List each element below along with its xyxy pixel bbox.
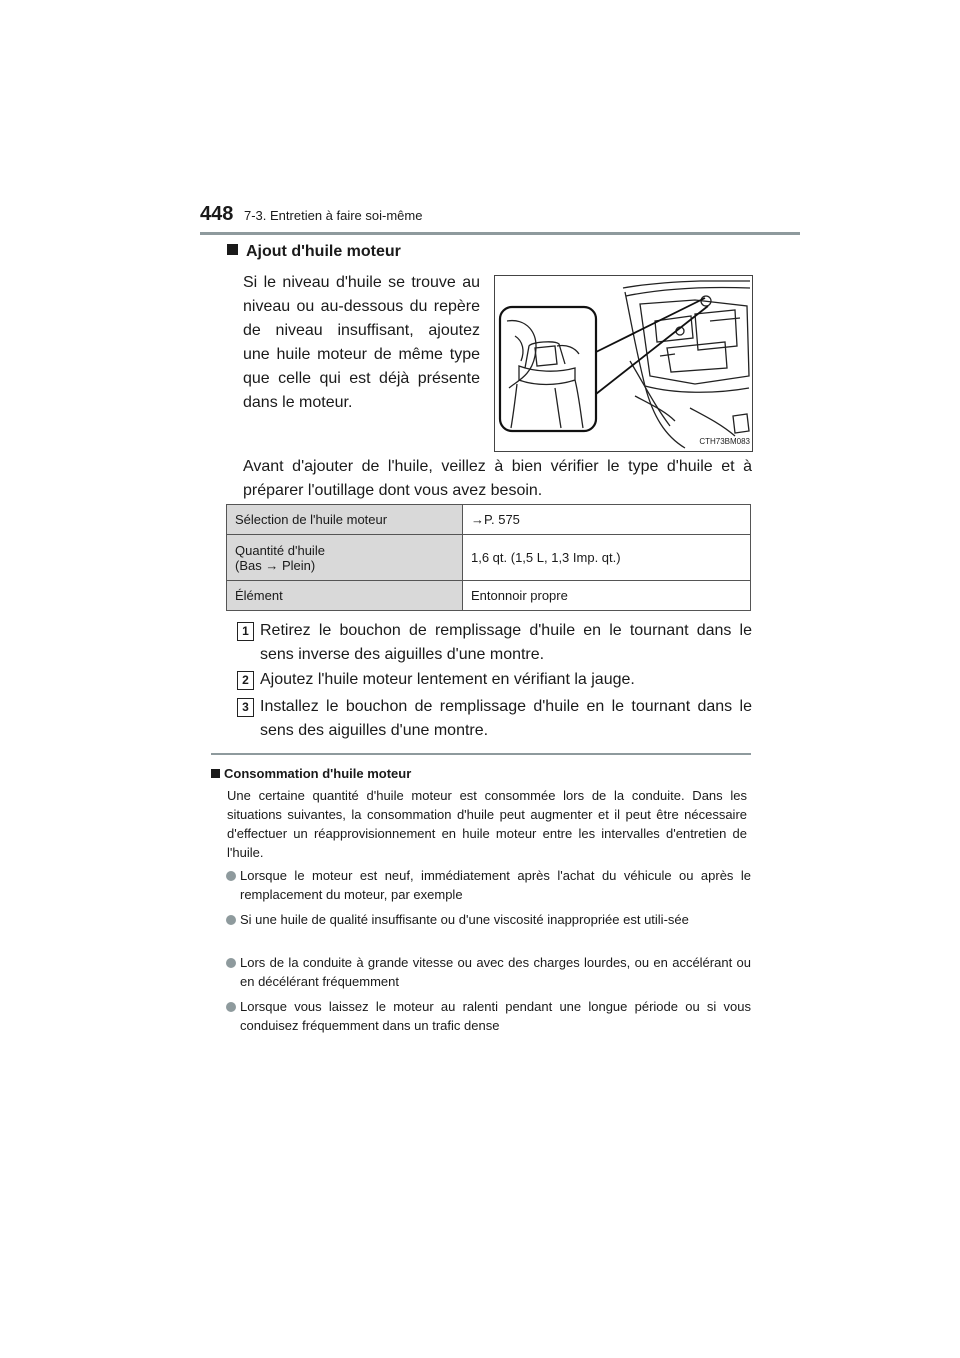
table-label-oil-selection: Sélection de l'huile moteur: [227, 505, 463, 535]
step-1: [237, 619, 752, 667]
consumption-paragraph: Une certaine quantité d'huile moteur est consommée lors de la conduite. Dans les situations suivantes, la consommation d'huile peut augmenter et il peut être nécessaire d'effectuer un réapprovisionnement en huile moteur entre les intervalles d'entretien de l'huile.: [227, 788, 747, 860]
engine-bay-drawing: [495, 276, 752, 451]
list-item-text: Lorsque le moteur est neuf, immédiatement après l'achat du véhicule ou après le remplacement du moteur, par exemple: [240, 868, 751, 902]
section-heading: [227, 243, 401, 261]
table-row: [227, 535, 751, 581]
chapter-title: 7-3. Entretien à faire soi-même: [244, 208, 423, 223]
section-divider: [211, 753, 751, 755]
bullet-dot-icon: [226, 871, 236, 881]
consumption-heading-text: Consommation d'huile moteur: [224, 766, 412, 781]
table-label-oil-quantity: [227, 535, 463, 581]
oil-quantity-range: (Bas → Plein): [235, 557, 316, 573]
list-item: [226, 910, 751, 929]
square-bullet-icon: [211, 769, 220, 778]
illustration-code: CTH73BM083: [699, 437, 750, 446]
list-item: [226, 997, 751, 1035]
list-item-text: Lorsque vous laissez le moteur au ralenti pendant une longue période ou si vous conduisez fréquemment dans un trafic dense: [240, 999, 751, 1033]
intro-paragraph: Si le niveau d'huile se trouve au niveau ou au-dessous du repère de niveau insuffisant, ajoutez une huile moteur de même type que celle qui est déjà présente dans le moteur.: [243, 274, 480, 411]
preparation-paragraph: Avant d'ajouter de l'huile, veillez à bien vérifier le type d'huile et à préparer l'outillage dont vous avez besoin.: [243, 458, 752, 499]
table-row: [227, 581, 751, 611]
list-item: [226, 953, 751, 991]
step-text: Retirez le bouchon de remplissage d'huile en le tournant dans le sens inverse des aiguilles d'une montre.: [260, 622, 752, 663]
step-2: [237, 668, 752, 692]
step-text: Ajoutez l'huile moteur lentement en vérifiant la jauge.: [260, 671, 635, 688]
step-number: 2: [237, 671, 254, 690]
oil-quantity-label: Quantité d'huile: [235, 542, 325, 558]
square-bullet-icon: [227, 244, 238, 255]
bullet-dot-icon: [226, 1002, 236, 1012]
header-divider: [200, 232, 800, 235]
step-3: [237, 695, 752, 743]
engine-oil-cap-illustration: [494, 275, 753, 452]
bullet-dot-icon: [226, 915, 236, 925]
bullet-dot-icon: [226, 958, 236, 968]
list-item: [226, 866, 751, 904]
table-value-oil-selection: →P. 575: [463, 505, 751, 535]
oil-spec-table: [226, 504, 751, 611]
table-row: [227, 505, 751, 535]
table-value-item: Entonnoir propre: [463, 581, 751, 611]
step-number: 3: [237, 698, 254, 717]
step-text: Installez le bouchon de remplissage d'huile en le tournant dans le sens des aiguilles d'une montre.: [260, 698, 752, 739]
list-item-text: Lors de la conduite à grande vitesse ou avec des charges lourdes, ou en accélérant ou en décélérant fréquemment: [240, 955, 751, 989]
table-label-item: Élément: [227, 581, 463, 611]
list-item-text: Si une huile de qualité insuffisante ou d'une viscosité inappropriée est utili-sée: [240, 912, 689, 927]
section-heading-text: Ajout d'huile moteur: [246, 243, 401, 260]
page-number: 448: [200, 203, 234, 225]
consumption-heading: [211, 766, 411, 781]
table-value-oil-quantity: 1,6 qt. (1,5 L, 1,3 Imp. qt.): [463, 535, 751, 581]
step-number: 1: [237, 622, 254, 641]
